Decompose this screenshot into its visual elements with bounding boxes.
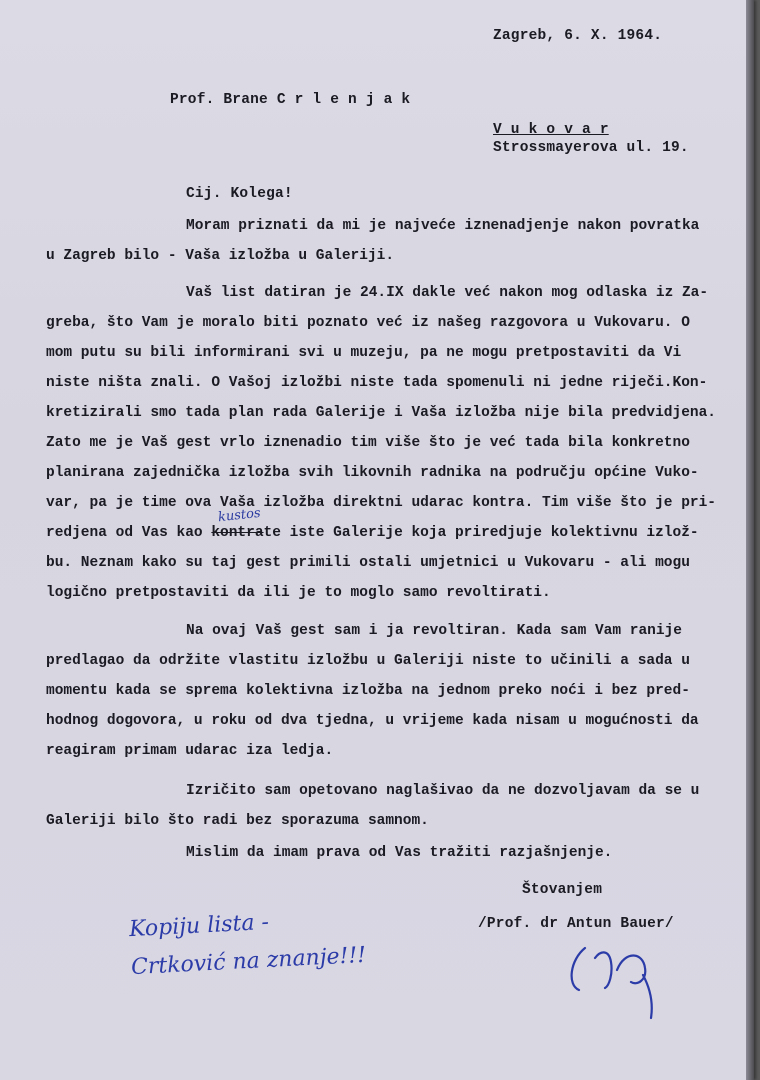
closing: Štovanjem [522,882,603,898]
letter-date: Zagreb, 6. X. 1964. [493,28,663,44]
paragraph-2 [46,278,736,608]
struck-word: kontra [211,525,264,541]
handwritten-insertion: kustos [217,505,262,526]
paragraph-3 [46,616,736,766]
text-segment: te iste Galerije koja priredjuje kolektivnu izlož- [263,525,699,541]
text-line: kretizirali smo tada plan rada Galerije i Vaša izložba nije bila predvidjena. [46,405,717,421]
text-line: greba, što Vam je moralo biti poznato već iz našeg razgovora u Vukovaru. O [46,315,690,331]
paragraph-4 [46,776,736,836]
handwritten-note [128,899,367,987]
note-line: Crtković na znanje!!! [130,942,367,981]
text-line: planirana zajednička izložba svih likovnih radnika na području općine Vuko- [46,465,699,481]
note-line: Kopiju lista - [128,909,270,943]
text-line: predlagao da održite vlastitu izložbu u Galeriji niste to učinili a sada u [46,653,690,669]
recipient-street: Strossmayerova ul. 19. [493,140,689,156]
salutation: Cij. Kolega! [186,186,293,202]
text-line: bu. Neznam kako su taj gest primili ostali umjetnici u Vukovaru - ali mogu [46,555,690,571]
text-line: hodnog dogovora, u roku od dva tjedna, u vrijeme kada nisam u mogućnosti da [46,713,699,729]
recipient-name: Prof. Brane C r l e n j a k [170,92,411,108]
paragraph-5 [46,838,736,868]
text-line: Vaš list datiran je 24.IX dakle već nakon mog odlaska iz Za- [186,285,709,301]
text-line: logično pretpostaviti da ili je to moglo samo revoltirati. [46,585,551,601]
text-line: Na ovaj Vaš gest sam i ja revoltiran. Kada sam Vam ranije [186,623,682,639]
text-line: momentu kada se sprema kolektivna izložba na jednom preko noći i bez pred- [46,683,690,699]
text-line: Mislim da imam prava od Vas tražiti razjašnjenje. [186,845,613,861]
signature-line: /Prof. dr Antun Bauer/ [478,916,674,932]
recipient-city: V u k o v a r [493,122,609,138]
text-line: Moram priznati da mi je najveće iznenadjenje nakon povratka [186,218,700,234]
text-line: reagiram primam udarac iza ledja. [46,743,334,759]
text-line: Zato me je Vaš gest vrlo iznenadio tim više što je već tada bila konkretno [46,435,690,451]
text-line-with-correction [46,518,736,548]
text-line: Izričito sam opetovano naglašivao da ne dozvoljavam da se u [186,783,700,799]
text-line: u Zagreb bilo - Vaša izložba u Galeriji. [46,248,395,264]
page-edge-shadow [746,0,754,1080]
paragraph-1 [46,211,736,271]
signature-scribble [565,930,665,1020]
text-line: mom putu su bili informirani svi u muzeju, pa ne mogu pretpostaviti da Vi [46,345,682,361]
text-line: var, pa je time ova Vaša izložba direktni udarac kontra. Tim više što je pri- [46,495,717,511]
text-line: niste ništa znali. O Vašoj izložbi niste tada spomenuli ni jedne riječi.Kon- [46,375,708,391]
text-segment: redjena od Vas kao [46,525,212,541]
text-line: Galeriji bilo što radi bez sporazuma samnom. [46,813,429,829]
